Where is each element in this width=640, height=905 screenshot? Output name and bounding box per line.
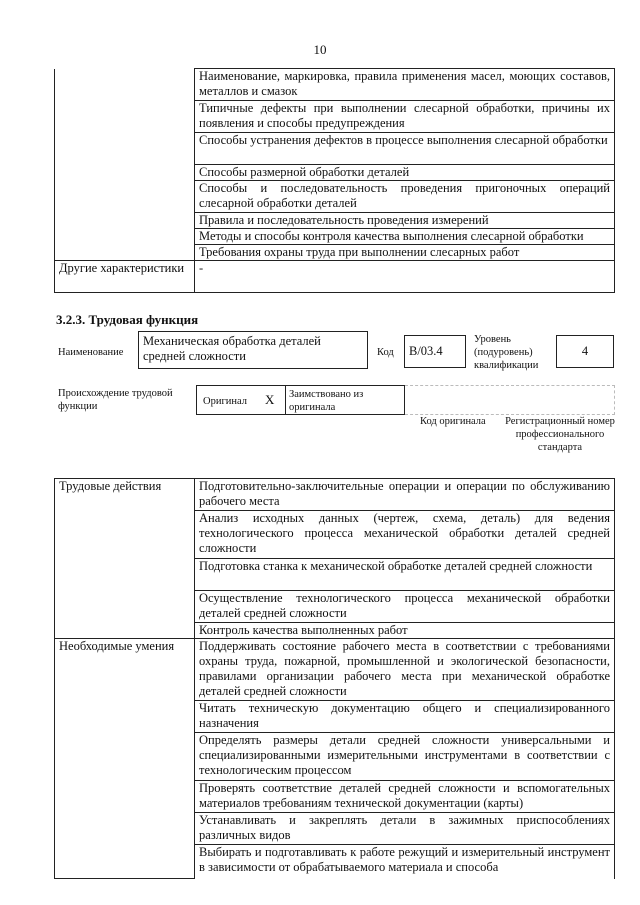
section-title: 3.2.3. Трудовая функция: [56, 312, 199, 327]
skill-item: Читать техническую документацию общего и специализированного назначения: [195, 701, 615, 733]
action-item: Осуществление технологического процесса механической обработки деталей средней сложности: [195, 591, 615, 623]
knowledge-label-cell: [55, 69, 195, 261]
action-item: Анализ исходных данных (чертеж, схема, деталь) для ведения технологического процесса механической обработки деталей средней сложности: [195, 511, 615, 559]
original-box: [196, 385, 286, 415]
original-mark: X: [265, 392, 275, 407]
skill-item: Поддерживать состояние рабочего места в соответствии с требованиями охраны труда, пожарной, промышленной и экологической безопасности, правилами организации рабочего места при механической обработке деталей средней сложности: [195, 639, 615, 701]
knowledge-table: [54, 68, 615, 293]
skill-item: Устанавливать и закреплять детали в зажимных приспособлениях различных видов: [195, 813, 615, 845]
action-item: Подготовка станка к механической обработке деталей средней сложности: [195, 559, 615, 591]
knowledge-item: Типичные дефекты при выполнении слесарной обработки, причины их появления и способы предупреждения: [195, 101, 615, 133]
origin-label: Происхождение трудовой функции: [58, 388, 173, 412]
action-item: Контроль качества выполненных работ: [195, 623, 615, 639]
actions-label: Трудовые действия: [55, 479, 195, 639]
skill-item: Проверять соответствие деталей средней сложности и вспомогательных материалов требованиям технической документации (карты): [195, 781, 615, 813]
level-box: [556, 335, 614, 368]
function-details-table: [54, 478, 615, 879]
page-number: 10: [313, 42, 327, 57]
code-label: Код: [377, 347, 394, 358]
knowledge-item: Требования охраны труда при выполнении слесарных работ: [195, 245, 615, 261]
borrowed-box: [285, 385, 405, 415]
action-item: Подготовительно-заключительные операции и операции по обслуживанию рабочего места: [195, 479, 615, 511]
origin-blank-box: [405, 385, 615, 415]
knowledge-item: Способы устранения дефектов в процессе выполнения слесарной обработки: [195, 133, 615, 165]
knowledge-item: Способы и последовательность проведения пригоночных операций слесарной обработки деталей: [195, 181, 615, 213]
original-label: Оригинал: [203, 396, 247, 407]
borrowed-label: Заимствовано из оригинала: [289, 389, 364, 413]
code-original-label: Код оригинала: [420, 416, 486, 427]
knowledge-item: Правила и последовательность проведения измерений: [195, 213, 615, 229]
function-name-box: [138, 331, 368, 369]
reg-number-label: Регистрационный номер профессионального стандарта: [505, 416, 615, 453]
level-value: 4: [581, 344, 589, 358]
skills-label: Необходимые умения: [55, 639, 195, 879]
level-label: Уровень (подуровень) квалификации: [474, 334, 539, 371]
knowledge-item: Методы и способы контроля качества выполнения слесарной обработки: [195, 229, 615, 245]
other-characteristics-label: Другие характеристики: [55, 261, 195, 293]
skill-item: Определять размеры детали средней сложности универсальными и специализированными измерительными инструментами в соответствии с технологическим процессом: [195, 733, 615, 781]
other-characteristics-value: -: [195, 261, 615, 293]
code-value: В/03.4: [409, 344, 443, 358]
name-label: Наименование: [58, 347, 124, 358]
knowledge-item: Способы размерной обработки деталей: [195, 165, 615, 181]
function-name-value: Механическая обработка деталей средней сложности: [143, 334, 321, 363]
code-box: [404, 335, 466, 368]
skill-item: Выбирать и подготавливать к работе режущий и измерительный инструмент в зависимости от обрабатываемого материала и способа: [195, 845, 615, 879]
knowledge-item: Наименование, маркировка, правила применения масел, моющих составов, металлов и смазок: [195, 69, 615, 101]
